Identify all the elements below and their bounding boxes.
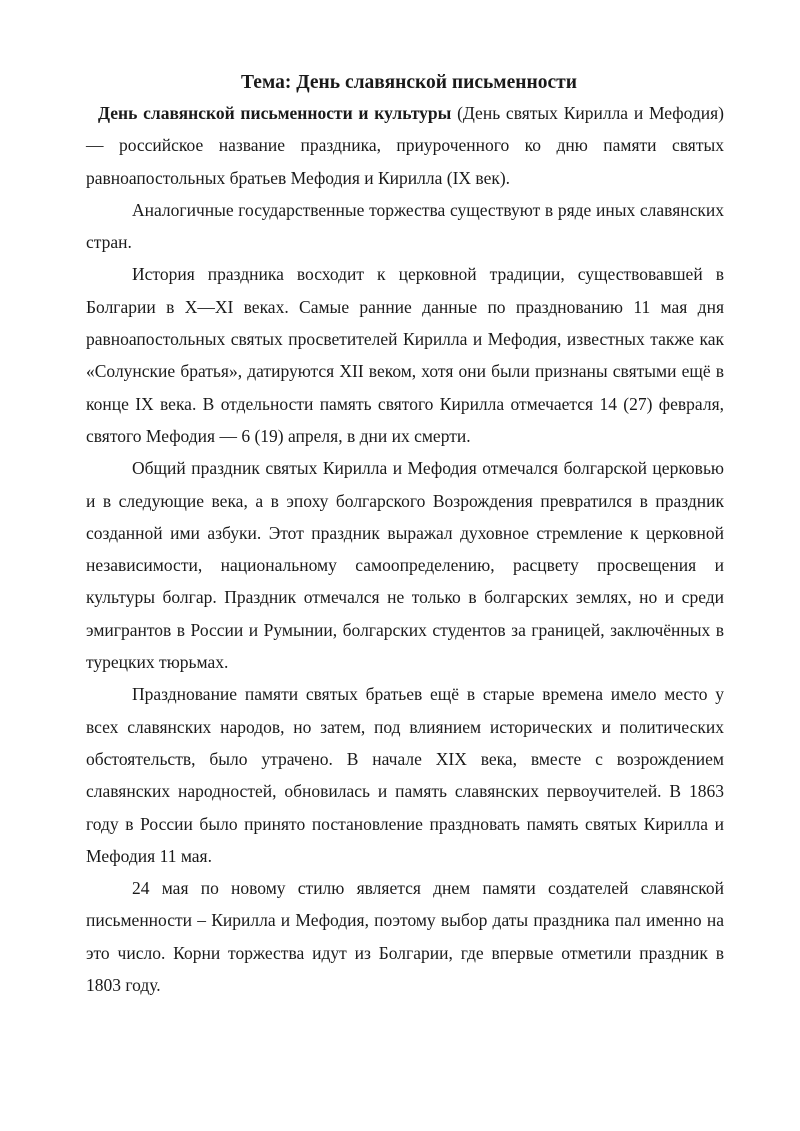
document-title: Тема: День славянской письменности	[241, 72, 577, 93]
paragraph-celebration: Празднование памяти святых братьев ещё в старые времена имело место у всех славянских народов, но затем, под влиянием исторических и политических обстоятельств, было утрачено. В начале XIX века, вместе с возрождением славянских народностей, обновилась и память славянских первоучителей. В 1863 году в России было принято постановление праздновать память святых Кирилла и Мефодия 11 мая.	[86, 684, 724, 866]
paragraph-history: История праздника восходит к церковной традиции, существовавшей в Болгарии в X—XI веках. Самые ранние данные по празднованию 11 мая дня равноапостольных святых просветителей Кирилла и Мефодия, известных также как «Солунские братья», датируются XII веком, хотя они были признаны святыми ещё в конце IX века. В отдельности память святого Кирилла отмечается 14 (27) февраля, святого Мефодия — 6 (19) апреля, в дни их смерти.	[86, 264, 724, 446]
intro-lead-bold: День славянской письменности и культуры	[98, 103, 452, 123]
document-page	[86, 68, 724, 1001]
intro-rest: (День святых Кирилла и Мефодия) — российское название праздника, приуроченного ко дню памяти святых равноапостольных братьев Мефодия и Кирилла (IX век).	[86, 103, 724, 188]
paragraph-common-holiday: Общий праздник святых Кирилла и Мефодия отмечался болгарской церковью и в следующие века, а в эпоху болгарского Возрождения превратился в праздник созданной ими азбуки. Этот праздник выражал духовное стремление к церковной независимости, национальному самоопределению, расцвету просвещения и культуры болгар. Праздник отмечался не только в болгарских землях, но и среди эмигрантов в России и Румынии, болгарских студентов за границей, заключённых в турецких тюрьмах.	[86, 458, 724, 673]
paragraph-analogues: Аналогичные государственные торжества существуют в ряде иных славянских стран.	[86, 199, 724, 253]
intro-paragraph	[86, 97, 724, 194]
paragraph-date: 24 мая по новому стилю является днем памяти создателей славянской письменности – Кирилла и Мефодия, поэтому выбор даты праздника пал именно на это число. Корни торжества идут из Болгарии, где впервые отметили праздник в 1803 году.	[86, 878, 724, 996]
